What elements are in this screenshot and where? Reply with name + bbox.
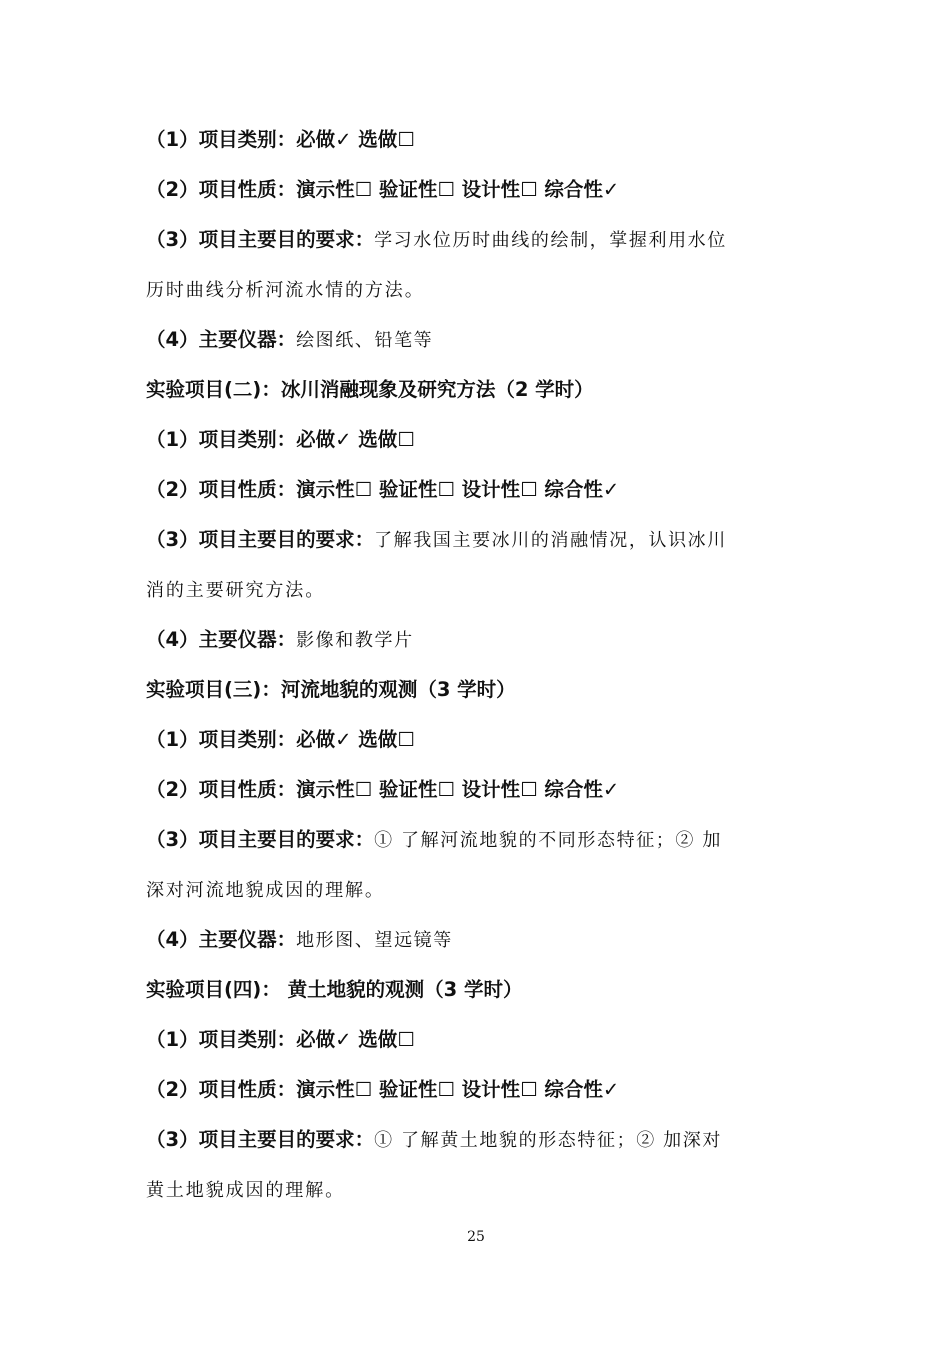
bold-run: （2）项目性质：演示性☐ 验证性☐ 设计性☐ 综合性✓ xyxy=(146,1078,620,1101)
plain-run: 绘图纸、铅笔等 xyxy=(296,330,434,351)
text-line xyxy=(146,923,816,957)
text-line xyxy=(146,223,816,257)
plain-run: 地形图、望远镜等 xyxy=(296,930,453,951)
text-line xyxy=(146,823,816,857)
bold-run: （3）项目主要目的要求： xyxy=(146,1128,375,1151)
bold-run: 实验项目(二)：冰川消融现象及研究方法（2 学时） xyxy=(146,378,594,401)
text-line xyxy=(146,723,816,757)
plain-run: 黄土地貌成因的理解。 xyxy=(146,1180,345,1201)
bold-run: （4）主要仪器： xyxy=(146,928,297,951)
plain-run: ① 了解河流地貌的不同形态特征；② 加 xyxy=(374,830,722,851)
plain-run: 学习水位历时曲线的绘制，掌握利用水位 xyxy=(374,230,727,251)
text-line xyxy=(146,773,816,807)
bold-run: （3）项目主要目的要求： xyxy=(146,228,375,251)
text-line xyxy=(146,473,816,507)
bold-run: （1）项目类别：必做✓ 选做☐ xyxy=(146,728,415,751)
plain-run: 了解我国主要冰川的消融情况，认识冰川 xyxy=(374,530,727,551)
text-line xyxy=(146,523,816,557)
plain-run: 消的主要研究方法。 xyxy=(146,580,326,601)
text-line xyxy=(146,173,816,207)
text-line xyxy=(146,1073,816,1107)
text-line xyxy=(146,623,816,657)
plain-run: 历时曲线分析河流水情的方法。 xyxy=(146,280,425,301)
plain-run: ① 了解黄土地貌的形态特征；② 加深对 xyxy=(374,1130,722,1151)
text-line xyxy=(146,123,816,157)
bold-run: （2）项目性质：演示性☐ 验证性☐ 设计性☐ 综合性✓ xyxy=(146,778,620,801)
section-heading xyxy=(146,673,816,707)
text-line xyxy=(146,1123,816,1157)
bold-run: （4）主要仪器： xyxy=(146,328,297,351)
bold-run: （3）项目主要目的要求： xyxy=(146,528,375,551)
bold-run: （3）项目主要目的要求： xyxy=(146,828,375,851)
text-line xyxy=(146,273,816,307)
bold-run: （1）项目类别：必做✓ 选做☐ xyxy=(146,1028,415,1051)
text-line xyxy=(146,873,816,907)
page-number: 25 xyxy=(467,1229,485,1245)
plain-run: 深对河流地貌成因的理解。 xyxy=(146,880,385,901)
section-heading xyxy=(146,373,816,407)
bold-run: 实验项目(三)：河流地貌的观测（3 学时） xyxy=(146,678,516,701)
bold-run: （1）项目类别：必做✓ 选做☐ xyxy=(146,428,415,451)
section-heading xyxy=(146,973,816,1007)
plain-run: 影像和教学片 xyxy=(296,630,414,651)
text-line xyxy=(146,1173,816,1207)
text-line xyxy=(146,1023,816,1057)
bold-run: （4）主要仪器： xyxy=(146,628,297,651)
text-line xyxy=(146,423,816,457)
text-line xyxy=(146,323,816,357)
bold-run: （2）项目性质：演示性☐ 验证性☐ 设计性☐ 综合性✓ xyxy=(146,178,620,201)
bold-run: （1）项目类别：必做✓ 选做☐ xyxy=(146,128,415,151)
bold-run: 实验项目(四)： 黄土地貌的观测（3 学时） xyxy=(146,978,523,1001)
bold-run: （2）项目性质：演示性☐ 验证性☐ 设计性☐ 综合性✓ xyxy=(146,478,620,501)
text-line xyxy=(146,573,816,607)
